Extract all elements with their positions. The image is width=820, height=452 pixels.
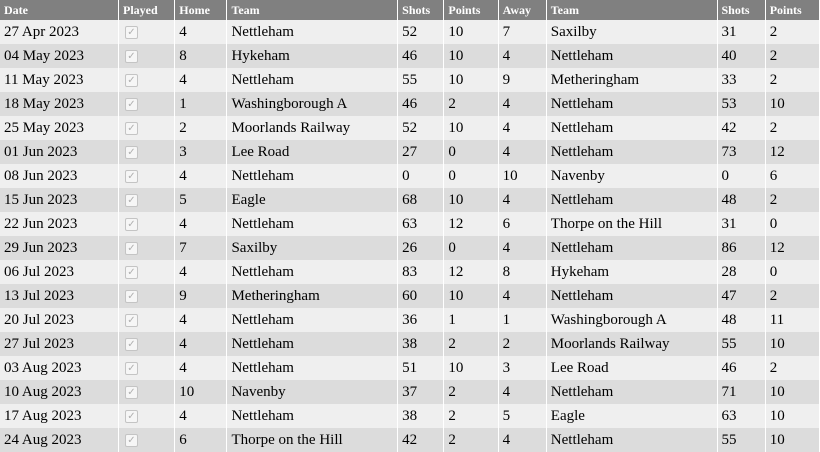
home-shots-cell: 42 bbox=[398, 428, 444, 452]
date-cell: 11 May 2023 bbox=[0, 68, 119, 92]
date-cell: 24 Aug 2023 bbox=[0, 428, 119, 452]
home-team-cell: Lee Road bbox=[227, 140, 398, 164]
away-team-cell: Nettleham bbox=[546, 428, 717, 452]
home-points-cell: 10 bbox=[444, 20, 498, 44]
home-team-cell: Nettleham bbox=[227, 356, 398, 380]
away-number-cell: 3 bbox=[498, 356, 546, 380]
date-cell: 06 Jul 2023 bbox=[0, 260, 119, 284]
away-number-cell: 4 bbox=[498, 116, 546, 140]
table-header-row bbox=[0, 0, 820, 20]
away-team-cell: Moorlands Railway bbox=[546, 332, 717, 356]
played-checkbox[interactable]: ✓ bbox=[125, 50, 138, 63]
header-away[interactable]: Away bbox=[498, 0, 546, 20]
header-away-points[interactable]: Points bbox=[765, 0, 819, 20]
away-number-cell: 4 bbox=[498, 188, 546, 212]
date-cell: 17 Aug 2023 bbox=[0, 404, 119, 428]
home-team-cell: Nettleham bbox=[227, 212, 398, 236]
home-shots-cell: 27 bbox=[398, 140, 444, 164]
home-shots-cell: 37 bbox=[398, 380, 444, 404]
home-number-cell: 4 bbox=[175, 260, 227, 284]
away-shots-cell: 31 bbox=[717, 20, 765, 44]
table-row bbox=[0, 404, 820, 428]
home-team-cell: Nettleham bbox=[227, 260, 398, 284]
away-team-cell: Hykeham bbox=[546, 260, 717, 284]
away-points-cell: 6 bbox=[765, 164, 819, 188]
home-points-cell: 2 bbox=[444, 404, 498, 428]
home-points-cell: 2 bbox=[444, 380, 498, 404]
played-checkbox[interactable]: ✓ bbox=[125, 26, 138, 39]
away-shots-cell: 53 bbox=[717, 92, 765, 116]
played-checkbox[interactable]: ✓ bbox=[125, 314, 138, 327]
fixtures-body bbox=[0, 20, 820, 452]
home-number-cell: 5 bbox=[175, 188, 227, 212]
header-away-shots[interactable]: Shots bbox=[717, 0, 765, 20]
away-points-cell: 10 bbox=[765, 428, 819, 452]
home-shots-cell: 0 bbox=[398, 164, 444, 188]
home-number-cell: 4 bbox=[175, 68, 227, 92]
away-shots-cell: 28 bbox=[717, 260, 765, 284]
away-points-cell: 2 bbox=[765, 284, 819, 308]
away-number-cell: 4 bbox=[498, 92, 546, 116]
away-points-cell: 2 bbox=[765, 44, 819, 68]
away-shots-cell: 42 bbox=[717, 116, 765, 140]
home-number-cell: 4 bbox=[175, 404, 227, 428]
played-cell bbox=[119, 188, 175, 212]
played-cell bbox=[119, 356, 175, 380]
away-points-cell: 10 bbox=[765, 332, 819, 356]
date-cell: 22 Jun 2023 bbox=[0, 212, 119, 236]
played-cell bbox=[119, 380, 175, 404]
played-checkbox[interactable]: ✓ bbox=[125, 146, 138, 159]
home-points-cell: 10 bbox=[444, 284, 498, 308]
home-team-cell: Eagle bbox=[227, 188, 398, 212]
table-row bbox=[0, 260, 820, 284]
played-checkbox[interactable]: ✓ bbox=[125, 386, 138, 399]
played-checkbox[interactable]: ✓ bbox=[125, 434, 138, 447]
away-shots-cell: 31 bbox=[717, 212, 765, 236]
away-number-cell: 4 bbox=[498, 44, 546, 68]
table-row bbox=[0, 20, 820, 44]
home-shots-cell: 38 bbox=[398, 404, 444, 428]
table-row bbox=[0, 380, 820, 404]
away-points-cell: 2 bbox=[765, 188, 819, 212]
home-number-cell: 2 bbox=[175, 116, 227, 140]
home-number-cell: 4 bbox=[175, 164, 227, 188]
table-row bbox=[0, 356, 820, 380]
header-home-team[interactable]: Team bbox=[227, 0, 398, 20]
played-checkbox[interactable]: ✓ bbox=[125, 290, 138, 303]
home-shots-cell: 46 bbox=[398, 44, 444, 68]
away-team-cell: Eagle bbox=[546, 404, 717, 428]
table-row bbox=[0, 236, 820, 260]
away-number-cell: 7 bbox=[498, 20, 546, 44]
played-cell bbox=[119, 428, 175, 452]
table-row bbox=[0, 140, 820, 164]
date-cell: 27 Jul 2023 bbox=[0, 332, 119, 356]
away-points-cell: 11 bbox=[765, 308, 819, 332]
table-row bbox=[0, 428, 820, 452]
away-number-cell: 5 bbox=[498, 404, 546, 428]
date-cell: 13 Jul 2023 bbox=[0, 284, 119, 308]
home-number-cell: 6 bbox=[175, 428, 227, 452]
away-shots-cell: 63 bbox=[717, 404, 765, 428]
away-team-cell: Lee Road bbox=[546, 356, 717, 380]
table-row bbox=[0, 332, 820, 356]
home-shots-cell: 52 bbox=[398, 116, 444, 140]
home-number-cell: 4 bbox=[175, 332, 227, 356]
away-shots-cell: 40 bbox=[717, 44, 765, 68]
home-shots-cell: 60 bbox=[398, 284, 444, 308]
header-home-points[interactable]: Points bbox=[444, 0, 498, 20]
away-team-cell: Navenby bbox=[546, 164, 717, 188]
away-number-cell: 9 bbox=[498, 68, 546, 92]
home-points-cell: 10 bbox=[444, 44, 498, 68]
away-points-cell: 10 bbox=[765, 92, 819, 116]
home-team-cell: Nettleham bbox=[227, 68, 398, 92]
header-played[interactable]: Played bbox=[119, 0, 175, 20]
away-team-cell: Nettleham bbox=[546, 92, 717, 116]
home-points-cell: 10 bbox=[444, 116, 498, 140]
away-number-cell: 6 bbox=[498, 212, 546, 236]
played-cell bbox=[119, 260, 175, 284]
home-number-cell: 4 bbox=[175, 308, 227, 332]
home-points-cell: 12 bbox=[444, 260, 498, 284]
away-team-cell: Nettleham bbox=[546, 380, 717, 404]
date-cell: 29 Jun 2023 bbox=[0, 236, 119, 260]
date-cell: 10 Aug 2023 bbox=[0, 380, 119, 404]
played-checkbox[interactable]: ✓ bbox=[125, 410, 138, 423]
home-team-cell: Moorlands Railway bbox=[227, 116, 398, 140]
home-team-cell: Metheringham bbox=[227, 284, 398, 308]
away-team-cell: Nettleham bbox=[546, 140, 717, 164]
away-points-cell: 0 bbox=[765, 260, 819, 284]
away-shots-cell: 48 bbox=[717, 308, 765, 332]
home-team-cell: Nettleham bbox=[227, 308, 398, 332]
played-cell bbox=[119, 44, 175, 68]
home-number-cell: 7 bbox=[175, 236, 227, 260]
table-row bbox=[0, 92, 820, 116]
away-shots-cell: 86 bbox=[717, 236, 765, 260]
played-checkbox[interactable]: ✓ bbox=[125, 362, 138, 375]
played-cell bbox=[119, 68, 175, 92]
away-number-cell: 2 bbox=[498, 332, 546, 356]
played-cell bbox=[119, 404, 175, 428]
home-number-cell: 1 bbox=[175, 92, 227, 116]
played-cell bbox=[119, 212, 175, 236]
away-points-cell: 10 bbox=[765, 404, 819, 428]
table-row bbox=[0, 308, 820, 332]
away-team-cell: Nettleham bbox=[546, 236, 717, 260]
home-points-cell: 0 bbox=[444, 236, 498, 260]
home-shots-cell: 36 bbox=[398, 308, 444, 332]
home-team-cell: Hykeham bbox=[227, 44, 398, 68]
away-team-cell: Nettleham bbox=[546, 116, 717, 140]
home-points-cell: 2 bbox=[444, 428, 498, 452]
played-cell bbox=[119, 116, 175, 140]
home-number-cell: 4 bbox=[175, 356, 227, 380]
table-row bbox=[0, 68, 820, 92]
home-number-cell: 4 bbox=[175, 212, 227, 236]
home-points-cell: 10 bbox=[444, 188, 498, 212]
away-number-cell: 4 bbox=[498, 284, 546, 308]
date-cell: 27 Apr 2023 bbox=[0, 20, 119, 44]
home-points-cell: 2 bbox=[444, 92, 498, 116]
home-points-cell: 1 bbox=[444, 308, 498, 332]
played-checkbox[interactable]: ✓ bbox=[125, 98, 138, 111]
home-shots-cell: 63 bbox=[398, 212, 444, 236]
away-number-cell: 8 bbox=[498, 260, 546, 284]
away-shots-cell: 55 bbox=[717, 332, 765, 356]
away-team-cell: Metheringham bbox=[546, 68, 717, 92]
date-cell: 25 May 2023 bbox=[0, 116, 119, 140]
home-team-cell: Washingborough A bbox=[227, 92, 398, 116]
away-team-cell: Nettleham bbox=[546, 284, 717, 308]
played-cell bbox=[119, 92, 175, 116]
away-points-cell: 0 bbox=[765, 212, 819, 236]
played-checkbox[interactable]: ✓ bbox=[125, 74, 138, 87]
table-row bbox=[0, 188, 820, 212]
away-shots-cell: 55 bbox=[717, 428, 765, 452]
home-number-cell: 3 bbox=[175, 140, 227, 164]
home-number-cell: 9 bbox=[175, 284, 227, 308]
played-checkbox[interactable]: ✓ bbox=[125, 266, 138, 279]
played-checkbox[interactable]: ✓ bbox=[125, 218, 138, 231]
away-points-cell: 12 bbox=[765, 140, 819, 164]
home-shots-cell: 68 bbox=[398, 188, 444, 212]
home-team-cell: Navenby bbox=[227, 380, 398, 404]
away-number-cell: 4 bbox=[498, 428, 546, 452]
away-shots-cell: 33 bbox=[717, 68, 765, 92]
home-shots-cell: 26 bbox=[398, 236, 444, 260]
home-shots-cell: 38 bbox=[398, 332, 444, 356]
header-home[interactable]: Home bbox=[175, 0, 227, 20]
away-team-cell: Nettleham bbox=[546, 44, 717, 68]
table-row bbox=[0, 116, 820, 140]
date-cell: 18 May 2023 bbox=[0, 92, 119, 116]
played-cell bbox=[119, 164, 175, 188]
home-number-cell: 4 bbox=[175, 20, 227, 44]
home-points-cell: 2 bbox=[444, 332, 498, 356]
home-points-cell: 12 bbox=[444, 212, 498, 236]
home-shots-cell: 46 bbox=[398, 92, 444, 116]
played-cell bbox=[119, 236, 175, 260]
away-points-cell: 2 bbox=[765, 20, 819, 44]
date-cell: 15 Jun 2023 bbox=[0, 188, 119, 212]
away-team-cell: Saxilby bbox=[546, 20, 717, 44]
away-shots-cell: 47 bbox=[717, 284, 765, 308]
table-row bbox=[0, 212, 820, 236]
played-cell bbox=[119, 308, 175, 332]
away-points-cell: 2 bbox=[765, 68, 819, 92]
table-row bbox=[0, 164, 820, 188]
home-shots-cell: 55 bbox=[398, 68, 444, 92]
table-row bbox=[0, 284, 820, 308]
home-points-cell: 10 bbox=[444, 68, 498, 92]
played-cell bbox=[119, 140, 175, 164]
away-number-cell: 4 bbox=[498, 380, 546, 404]
away-points-cell: 12 bbox=[765, 236, 819, 260]
away-points-cell: 2 bbox=[765, 356, 819, 380]
played-cell bbox=[119, 20, 175, 44]
header-home-shots[interactable]: Shots bbox=[398, 0, 444, 20]
home-team-cell: Nettleham bbox=[227, 20, 398, 44]
away-team-cell: Nettleham bbox=[546, 188, 717, 212]
played-cell bbox=[119, 332, 175, 356]
home-team-cell: Nettleham bbox=[227, 332, 398, 356]
header-date[interactable]: Date bbox=[0, 0, 119, 20]
away-team-cell: Thorpe on the Hill bbox=[546, 212, 717, 236]
away-number-cell: 1 bbox=[498, 308, 546, 332]
played-cell bbox=[119, 284, 175, 308]
away-number-cell: 10 bbox=[498, 164, 546, 188]
date-cell: 08 Jun 2023 bbox=[0, 164, 119, 188]
home-team-cell: Nettleham bbox=[227, 404, 398, 428]
away-number-cell: 4 bbox=[498, 236, 546, 260]
away-shots-cell: 73 bbox=[717, 140, 765, 164]
played-checkbox[interactable]: ✓ bbox=[125, 242, 138, 255]
home-number-cell: 8 bbox=[175, 44, 227, 68]
away-shots-cell: 48 bbox=[717, 188, 765, 212]
header-away-team[interactable]: Team bbox=[546, 0, 717, 20]
away-number-cell: 4 bbox=[498, 140, 546, 164]
table-row bbox=[0, 44, 820, 68]
away-shots-cell: 0 bbox=[717, 164, 765, 188]
home-team-cell: Saxilby bbox=[227, 236, 398, 260]
home-team-cell: Thorpe on the Hill bbox=[227, 428, 398, 452]
home-shots-cell: 83 bbox=[398, 260, 444, 284]
away-shots-cell: 46 bbox=[717, 356, 765, 380]
played-checkbox[interactable]: ✓ bbox=[125, 122, 138, 135]
home-points-cell: 0 bbox=[444, 140, 498, 164]
away-points-cell: 10 bbox=[765, 380, 819, 404]
away-points-cell: 2 bbox=[765, 116, 819, 140]
home-shots-cell: 51 bbox=[398, 356, 444, 380]
home-number-cell: 10 bbox=[175, 380, 227, 404]
date-cell: 03 Aug 2023 bbox=[0, 356, 119, 380]
played-checkbox[interactable]: ✓ bbox=[125, 170, 138, 183]
away-shots-cell: 71 bbox=[717, 380, 765, 404]
date-cell: 20 Jul 2023 bbox=[0, 308, 119, 332]
played-checkbox[interactable]: ✓ bbox=[125, 338, 138, 351]
home-points-cell: 0 bbox=[444, 164, 498, 188]
home-shots-cell: 52 bbox=[398, 20, 444, 44]
played-checkbox[interactable]: ✓ bbox=[125, 194, 138, 207]
home-team-cell: Nettleham bbox=[227, 164, 398, 188]
date-cell: 01 Jun 2023 bbox=[0, 140, 119, 164]
home-points-cell: 10 bbox=[444, 356, 498, 380]
date-cell: 04 May 2023 bbox=[0, 44, 119, 68]
away-team-cell: Washingborough A bbox=[546, 308, 717, 332]
